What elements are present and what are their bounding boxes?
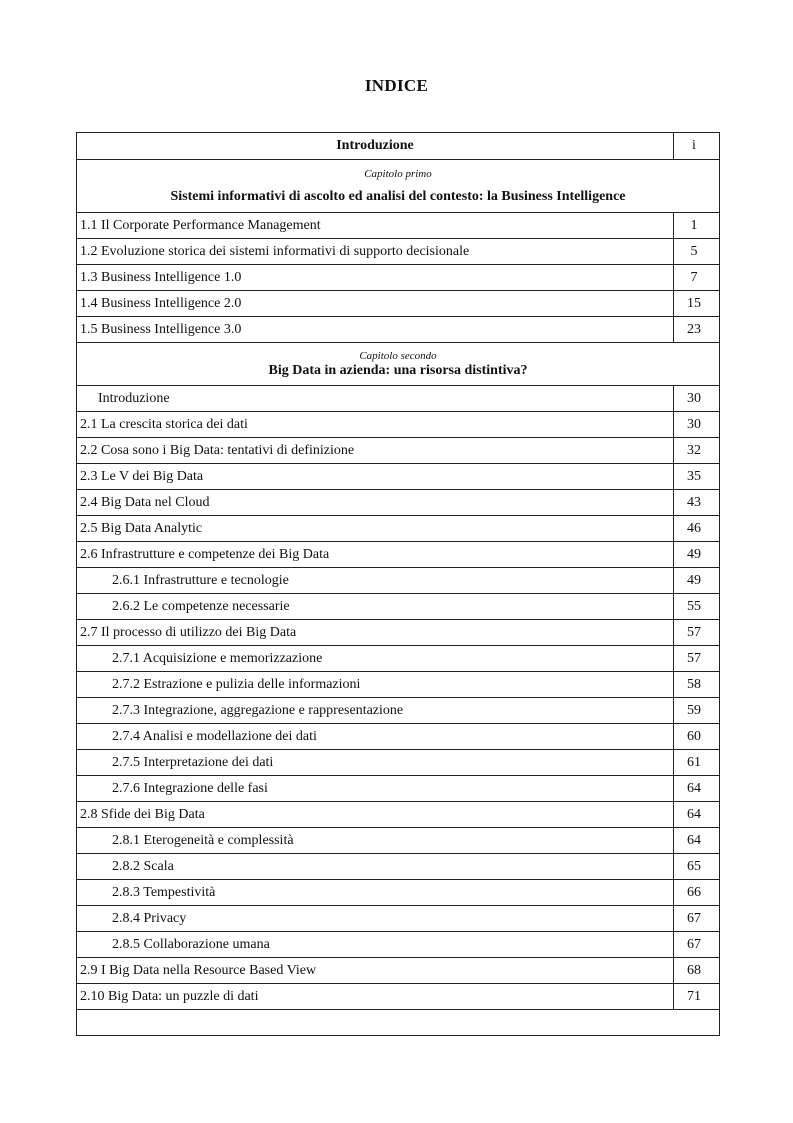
chapter-header-1 xyxy=(77,160,720,213)
toc-entry-page: 49 xyxy=(674,568,720,594)
toc-entry-page: 60 xyxy=(674,724,720,750)
toc-empty-row xyxy=(77,1010,720,1036)
toc-entry-page: 43 xyxy=(674,490,720,516)
toc-entry-text: 1.1 Il Corporate Performance Management xyxy=(77,213,674,239)
toc-entry-page: 67 xyxy=(674,906,720,932)
toc-entry-text: 2.8.4 Privacy xyxy=(77,906,674,932)
toc-entry-row xyxy=(77,620,720,646)
toc-entry-row xyxy=(77,802,720,828)
toc-entry-row xyxy=(77,880,720,906)
toc-entry-text: 2.4 Big Data nel Cloud xyxy=(77,490,674,516)
toc-entry-page: 64 xyxy=(674,776,720,802)
toc-entry-row xyxy=(77,438,720,464)
toc-entry-text: 2.8 Sfide dei Big Data xyxy=(77,802,674,828)
toc-entry-row xyxy=(77,854,720,880)
toc-entry-row xyxy=(77,776,720,802)
toc-entry-page: 57 xyxy=(674,646,720,672)
toc-entry-page: 30 xyxy=(674,412,720,438)
toc-entry-row xyxy=(77,490,720,516)
toc-entry-page: 7 xyxy=(674,265,720,291)
toc-entry-page: 15 xyxy=(674,291,720,317)
toc-entry-page: 61 xyxy=(674,750,720,776)
toc-entry-row xyxy=(77,594,720,620)
toc-entry-row xyxy=(77,317,720,343)
toc-entry-row xyxy=(77,932,720,958)
toc-entry-row xyxy=(77,672,720,698)
toc-entry-page: 30 xyxy=(674,386,720,412)
toc-entry-page: 71 xyxy=(674,984,720,1010)
toc-entry-row xyxy=(77,568,720,594)
toc-entry-text: 2.6.2 Le competenze necessarie xyxy=(77,594,674,620)
toc-entry-page: 49 xyxy=(674,542,720,568)
toc-entry-row xyxy=(77,265,720,291)
toc-entry-text: 2.2 Cosa sono i Big Data: tentativi di definizione xyxy=(77,438,674,464)
toc-entry-row xyxy=(77,516,720,542)
toc-entry-row xyxy=(77,386,720,412)
toc-entry-page: 68 xyxy=(674,958,720,984)
toc-entry-page: 59 xyxy=(674,698,720,724)
toc-entry-page: 46 xyxy=(674,516,720,542)
toc-entry-row xyxy=(77,213,720,239)
toc-entry-page: 57 xyxy=(674,620,720,646)
toc-entry-text: 2.7.4 Analisi e modellazione dei dati xyxy=(77,724,674,750)
toc-entry-text: 1.5 Business Intelligence 3.0 xyxy=(77,317,674,343)
toc-entry-text: 2.8.1 Eterogeneità e complessità xyxy=(77,828,674,854)
chapter-title: Sistemi informativi di ascolto ed analisi del contesto: la Business Intelligence xyxy=(170,189,626,204)
toc-entry-row xyxy=(77,464,720,490)
toc-entry-row xyxy=(77,958,720,984)
toc-entry-page: 64 xyxy=(674,802,720,828)
page-title: INDICE xyxy=(364,76,429,95)
toc-entry-page: 65 xyxy=(674,854,720,880)
table-of-contents xyxy=(76,132,720,1036)
toc-entry-row xyxy=(77,984,720,1010)
toc-entry-text: Introduzione xyxy=(77,386,674,412)
toc-entry-text: 1.3 Business Intelligence 1.0 xyxy=(77,265,674,291)
toc-entry-text: 2.6.1 Infrastrutture e tecnologie xyxy=(77,568,674,594)
toc-entry-text: 2.3 Le V dei Big Data xyxy=(77,464,674,490)
toc-entry-text: 2.8.2 Scala xyxy=(77,854,674,880)
toc-entry-text: 1.4 Business Intelligence 2.0 xyxy=(77,291,674,317)
toc-entry-row xyxy=(77,828,720,854)
toc-entry-text: 2.8.5 Collaborazione umana xyxy=(77,932,674,958)
toc-entry-page: 64 xyxy=(674,828,720,854)
toc-entry-text: 2.7.6 Integrazione delle fasi xyxy=(77,776,674,802)
toc-intro-row xyxy=(77,133,720,160)
toc-entry-text: 2.7.2 Estrazione e pulizia delle informazioni xyxy=(77,672,674,698)
toc-entry-text: 2.10 Big Data: un puzzle di dati xyxy=(77,984,674,1010)
chapter-header-2 xyxy=(77,343,720,386)
toc-entry-page: 55 xyxy=(674,594,720,620)
toc-entry-row xyxy=(77,750,720,776)
toc-entry-page: 32 xyxy=(674,438,720,464)
toc-entry-row xyxy=(77,906,720,932)
chapter-title: Big Data in azienda: una risorsa distintiva? xyxy=(268,362,528,378)
toc-entry-row xyxy=(77,291,720,317)
toc-entry-row xyxy=(77,698,720,724)
toc-entry-page: 1 xyxy=(674,213,720,239)
chapter-label: Capitolo primo xyxy=(364,168,432,180)
toc-entry-text: 2.9 I Big Data nella Resource Based View xyxy=(77,958,674,984)
toc-empty-cell xyxy=(77,1010,720,1036)
toc-entry-text: 2.7.5 Interpretazione dei dati xyxy=(77,750,674,776)
toc-entry-page: 66 xyxy=(674,880,720,906)
toc-intro-page: i xyxy=(674,133,720,160)
toc-entry-text: 2.7 Il processo di utilizzo dei Big Data xyxy=(77,620,674,646)
toc-entry-text: 2.7.1 Acquisizione e memorizzazione xyxy=(77,646,674,672)
toc-entry-text: 1.2 Evoluzione storica dei sistemi informativi di supporto decisionale xyxy=(77,239,674,265)
toc-entry-page: 67 xyxy=(674,932,720,958)
toc-entry-text: 2.6 Infrastrutture e competenze dei Big Data xyxy=(77,542,674,568)
toc-entry-page: 5 xyxy=(674,239,720,265)
toc-entry-row xyxy=(77,724,720,750)
toc-entry-page: 58 xyxy=(674,672,720,698)
toc-entry-text: 2.1 La crescita storica dei dati xyxy=(77,412,674,438)
toc-entry-text: 2.7.3 Integrazione, aggregazione e rappresentazione xyxy=(77,698,674,724)
toc-entry-row xyxy=(77,412,720,438)
toc-entry-row xyxy=(77,542,720,568)
toc-intro-label: Introduzione xyxy=(77,133,674,160)
toc-entry-row xyxy=(77,646,720,672)
chapter-label: Capitolo secondo xyxy=(359,349,437,362)
toc-entry-page: 23 xyxy=(674,317,720,343)
toc-entry-page: 35 xyxy=(674,464,720,490)
toc-entry-text: 2.8.3 Tempestività xyxy=(77,880,674,906)
chapter-heading-cell xyxy=(77,160,720,213)
toc-entry-row xyxy=(77,239,720,265)
chapter-heading-cell xyxy=(77,343,720,386)
toc-entry-text: 2.5 Big Data Analytic xyxy=(77,516,674,542)
